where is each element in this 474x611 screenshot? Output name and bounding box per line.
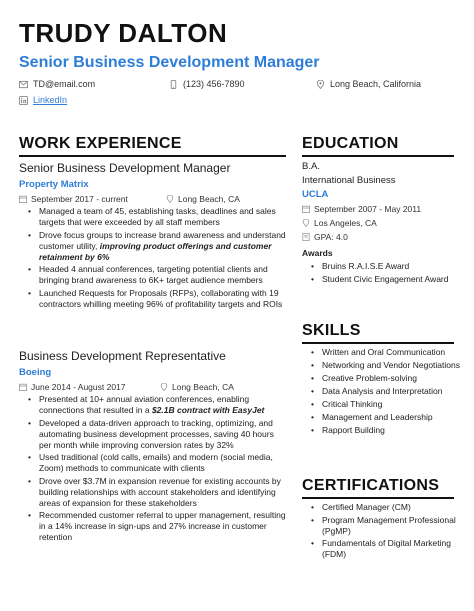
location-text: Long Beach, California bbox=[330, 79, 422, 89]
company-name: Property Matrix bbox=[19, 179, 89, 190]
skills-list bbox=[302, 347, 462, 438]
candidate-title: Senior Business Development Manager bbox=[19, 54, 320, 71]
list-item: • Program Management Professional (PgMP) bbox=[302, 515, 462, 537]
list-item: • Fundamentals of Digital Marketing (FDM) bbox=[302, 538, 462, 560]
calendar-icon bbox=[19, 195, 27, 203]
linkedin-link[interactable]: LinkedIn bbox=[33, 95, 68, 105]
bullet-text: Drove focus groups to increase brand awareness and understand customer utility, bbox=[39, 229, 286, 251]
linkedin-icon bbox=[19, 96, 28, 105]
bullet-highlight: $2.1B contract with EasyJet bbox=[151, 405, 265, 415]
bullet-highlight: improving product offerings and customer retainment by 6% bbox=[39, 240, 272, 262]
list-item: • Management and Leadership bbox=[302, 412, 462, 424]
gpa-icon bbox=[302, 233, 310, 241]
field-of-study: International Business bbox=[302, 175, 396, 186]
calendar-icon bbox=[19, 383, 27, 391]
certifications-heading: CERTIFICATIONS bbox=[302, 477, 440, 494]
work-divider bbox=[19, 155, 286, 157]
contact-location bbox=[316, 80, 421, 89]
education-divider bbox=[302, 155, 454, 157]
certifications-divider bbox=[302, 497, 454, 499]
location-pin-icon bbox=[302, 219, 310, 227]
list-item: • Certified Manager (CM) bbox=[302, 502, 462, 513]
awards-label: Awards bbox=[302, 248, 333, 258]
list-item: • Creative Problem-solving bbox=[302, 373, 462, 385]
email-icon bbox=[19, 80, 28, 89]
contact-phone[interactable] bbox=[169, 80, 245, 89]
work-experience-heading: WORK EXPERIENCE bbox=[19, 135, 182, 152]
list-item: • Recommended customer referral to upper management, resulting in a 14% increase in sign-ups and 27% increase in customer retention bbox=[19, 510, 287, 543]
job-title: Senior Business Development Manager bbox=[19, 161, 231, 175]
gpa-text: GPA: 4.0 bbox=[314, 232, 348, 242]
list-item: • Launched Requests for Proposals (RFPs), collaborating with 19 contractors whilling meeting 96% of profitability targets and ROIs bbox=[19, 288, 287, 310]
list-item: • Headed 4 annual conferences, targeting potential clients and bringing brand awareness to 6K+ target audience members bbox=[19, 264, 287, 286]
skills-divider bbox=[302, 342, 454, 344]
calendar-icon bbox=[302, 205, 310, 213]
list-item: • Written and Oral Communication bbox=[302, 347, 462, 359]
job-location-text: Long Beach, CA bbox=[178, 194, 240, 204]
list-item: • Managed a team of 45, establishing tasks, deadlines and sales targets that were exceeded by all staff members bbox=[19, 206, 287, 228]
job-dates-text: June 2014 - August 2017 bbox=[31, 382, 126, 392]
job-bullets bbox=[19, 394, 287, 545]
phone-text: (123) 456-7890 bbox=[183, 79, 245, 89]
phone-icon bbox=[169, 80, 178, 89]
list-item: • Drove over $3.7M in expansion revenue for existing accounts by building relationships with account stakeholders and identifying areas of expansion for these stakeholders bbox=[19, 476, 287, 509]
list-item: • Developed a data-driven approach to tracking, optimizing, and automating business development processes, saving 40 hours per month while improving conversion rates by 32% bbox=[19, 418, 287, 451]
education-dates-text: September 2007 - May 2011 bbox=[314, 204, 422, 214]
job-location-text: Long Beach, CA bbox=[172, 382, 234, 392]
contact-linkedin[interactable] bbox=[19, 96, 67, 105]
company-name: Boeing bbox=[19, 367, 52, 378]
list-item: • Used traditional (cold calls, emails) and modern (social media, Zoom) methods to communicate with clients bbox=[19, 452, 287, 474]
bullet-text: Presented at 10+ annual aviation conferences, enabling connections that resulted in a bbox=[39, 394, 250, 415]
job-location bbox=[166, 195, 240, 204]
email-text: TD@email.com bbox=[33, 79, 96, 89]
certifications-list bbox=[302, 502, 462, 562]
job-dates bbox=[19, 195, 128, 204]
contact-email[interactable] bbox=[19, 80, 95, 89]
education-location-text: Los Angeles, CA bbox=[314, 218, 377, 228]
awards-list bbox=[302, 261, 462, 286]
skills-heading: SKILLS bbox=[302, 322, 361, 339]
job-title: Business Development Representative bbox=[19, 349, 226, 363]
education-location bbox=[302, 219, 377, 228]
job-dates bbox=[19, 383, 126, 392]
list-item: • Bruins R.A.I.S.E Award bbox=[302, 261, 462, 272]
location-pin-icon bbox=[160, 383, 168, 391]
list-item: • Critical Thinking bbox=[302, 399, 462, 411]
gpa bbox=[302, 233, 348, 242]
list-item bbox=[19, 230, 287, 263]
list-item bbox=[19, 394, 287, 416]
job-location bbox=[160, 383, 234, 392]
list-item: • Data Analysis and Interpretation bbox=[302, 386, 462, 398]
job-dates-text: September 2017 - current bbox=[31, 194, 128, 204]
school-name: UCLA bbox=[302, 189, 329, 200]
list-item: • Student Civic Engagement Award bbox=[302, 274, 462, 285]
location-pin-icon bbox=[166, 195, 174, 203]
candidate-name: TRUDY DALTON bbox=[19, 18, 228, 48]
education-dates bbox=[302, 205, 421, 214]
degree: B.A. bbox=[302, 161, 320, 172]
education-heading: EDUCATION bbox=[302, 135, 399, 152]
job-bullets bbox=[19, 206, 287, 311]
location-pin-icon bbox=[316, 80, 325, 89]
list-item: • Networking and Vendor Negotiations bbox=[302, 360, 462, 372]
list-item: • Rapport Building bbox=[302, 425, 462, 437]
